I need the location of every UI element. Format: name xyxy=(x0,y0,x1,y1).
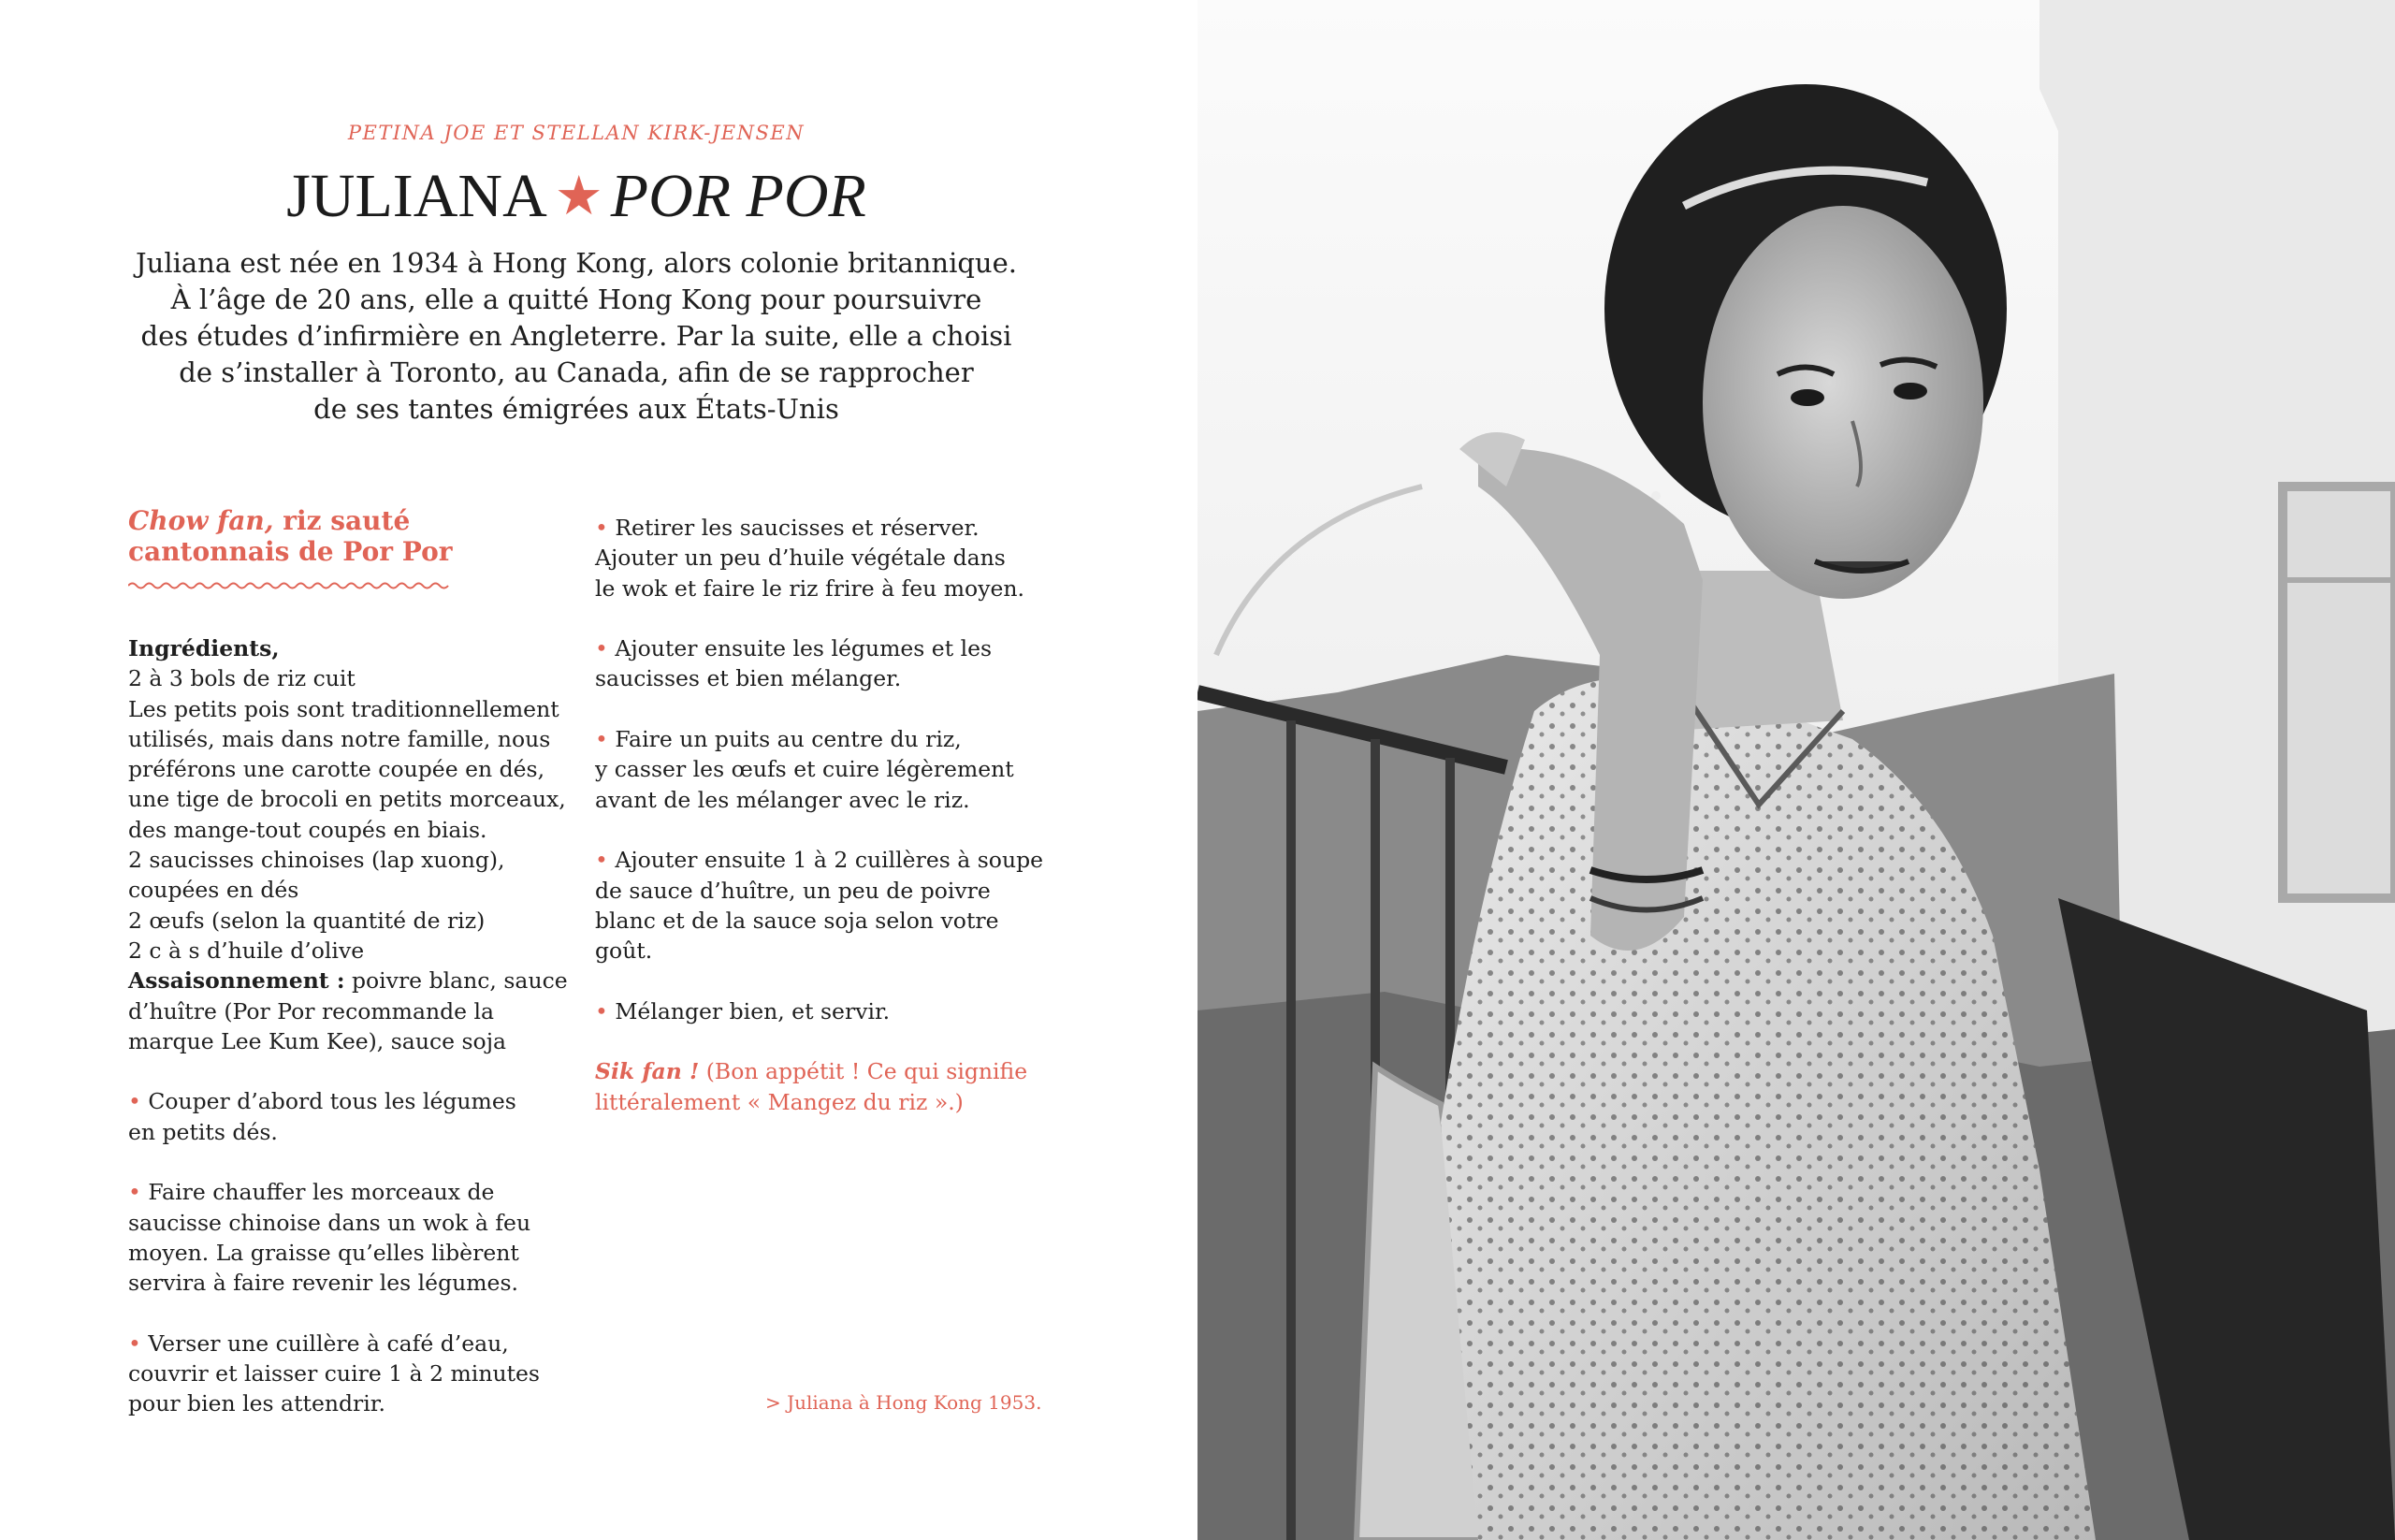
title-nickname: POR POR xyxy=(610,162,866,230)
intro-line: de s’installer à Toronto, au Canada, afin de se rapprocher xyxy=(179,356,974,388)
portrait-photo xyxy=(1198,0,2395,1540)
step-text: Faire un puits au centre du riz, xyxy=(607,726,962,753)
step-text: saucisses et bien mélanger. xyxy=(595,665,902,692)
closing-line: littéralement « Mangez du riz ».) xyxy=(595,1088,964,1115)
step-text: blanc et de la sauce soja selon votre xyxy=(595,907,999,934)
step-text: le wok et faire le riz frire à feu moyen. xyxy=(595,574,1024,602)
recipe-column-right xyxy=(595,513,1044,1117)
step-text: Couper d’abord tous les légumes xyxy=(140,1088,516,1115)
step-text: moyen. La graisse qu’elles libèrent xyxy=(128,1239,519,1266)
closing-italic: Sik fan ! xyxy=(595,1058,700,1085)
title-name: JULIANA xyxy=(286,162,547,230)
bullet-icon: • xyxy=(128,1179,141,1206)
bullet-icon: • xyxy=(595,515,608,541)
step-text: saucisse chinoise dans un wok à feu xyxy=(128,1209,531,1236)
step-text: Mélanger bien, et servir. xyxy=(607,997,891,1024)
step-text: Verser une cuillère à café d’eau, xyxy=(140,1329,509,1357)
closing-text: (Bon appétit ! Ce qui signifie xyxy=(699,1058,1028,1085)
ingredient-line: 2 saucisses chinoises (lap xuong), xyxy=(128,847,505,874)
recipe-column-left xyxy=(128,633,568,1419)
ingredient-line: 2 œufs (selon la quantité de riz) xyxy=(128,907,486,934)
step xyxy=(595,633,1035,663)
step-text: Ajouter ensuite 1 à 2 cuillères à soupe xyxy=(607,847,1044,874)
bullet-icon: • xyxy=(595,726,608,753)
byline: PETINA JOE ET STELLAN KIRK-JENSEN xyxy=(347,122,806,144)
step-text: pour bien les attendrir. xyxy=(128,1390,385,1417)
step-text: avant de les mélanger avec le riz. xyxy=(595,786,970,813)
bullet-icon: • xyxy=(595,847,608,874)
bullet-icon: • xyxy=(128,1329,141,1357)
step-text: Faire chauffer les morceaux de xyxy=(140,1179,495,1206)
step xyxy=(595,845,1044,875)
step-text: Ajouter ensuite les légumes et les xyxy=(607,635,993,662)
ingredient-line: une tige de brocoli en petits morceaux, xyxy=(128,786,566,813)
ingredient-line: utilisés, mais dans notre famille, nous xyxy=(128,725,551,752)
step-text: goût. xyxy=(595,937,653,965)
step-text: couvrir et laisser cuire 1 à 2 minutes xyxy=(128,1360,540,1387)
step-text: y casser les œufs et cuire légèrement xyxy=(595,756,1014,783)
step xyxy=(595,724,1035,754)
step-text: Ajouter un peu d’huile végétale dans xyxy=(595,545,1006,572)
intro-line: À l’âge de 20 ans, elle a quitté Hong Kong pour poursuivre xyxy=(170,283,982,315)
seasoning-line xyxy=(128,966,568,995)
step-text: Retirer les saucisses et réserver. xyxy=(607,515,980,541)
recipe-title xyxy=(128,505,521,567)
step-text: de sauce d’huître, un peu de poivre xyxy=(595,877,991,904)
ingredient-line: Les petits pois sont traditionnellement xyxy=(128,695,559,722)
portrait-photo-illustration xyxy=(1198,0,2395,1540)
photo-caption: > Juliana à Hong Kong 1953. xyxy=(765,1391,1042,1414)
closing-line xyxy=(595,1056,1035,1086)
step-text: en petits dés. xyxy=(128,1118,278,1145)
step xyxy=(128,1086,568,1116)
ingredient-line: 2 à 3 bols de riz cuit xyxy=(128,665,356,692)
ingredients-heading: Ingrédients, xyxy=(128,635,280,661)
wavy-divider xyxy=(128,580,452,591)
seasoning-line: marque Lee Kum Kee), sauce soja xyxy=(128,1027,506,1054)
recipe-title-italic: Chow fan, xyxy=(128,505,274,536)
intro-line: de ses tantes émigrées aux États-Unis xyxy=(313,393,839,425)
ingredient-line: coupées en dés xyxy=(128,877,299,904)
intro-line: des études d’infirmière en Angleterre. Par la suite, elle a choisi xyxy=(140,320,1012,352)
ingredient-line: préférons une carotte coupée en dés, xyxy=(128,756,545,783)
intro-paragraph xyxy=(112,245,1040,428)
seasoning-line: d’huître (Por Por recommande la xyxy=(128,997,495,1024)
recipe-title-line2: cantonnais de Por Por xyxy=(128,536,453,567)
step xyxy=(128,1177,568,1207)
bullet-icon: • xyxy=(128,1088,141,1115)
page-title xyxy=(0,161,1153,232)
bullet-icon: • xyxy=(595,997,608,1024)
ingredient-line: 2 c à s d’huile d’olive xyxy=(128,937,365,964)
ingredient-line: des mange-tout coupés en biais. xyxy=(128,816,487,843)
step xyxy=(595,996,1035,1026)
step xyxy=(128,1329,568,1358)
recipe-title-rest: riz sauté xyxy=(273,505,411,536)
star-icon: ★ xyxy=(554,166,603,226)
step xyxy=(595,513,1035,543)
seasoning-text: poivre blanc, sauce xyxy=(344,967,568,995)
step-text: servira à faire revenir les légumes. xyxy=(128,1270,518,1297)
intro-line: Juliana est née en 1934 à Hong Kong, alors colonie britannique. xyxy=(136,247,1017,279)
seasoning-label: Assaisonnement : xyxy=(128,967,345,995)
bullet-icon: • xyxy=(595,635,608,662)
